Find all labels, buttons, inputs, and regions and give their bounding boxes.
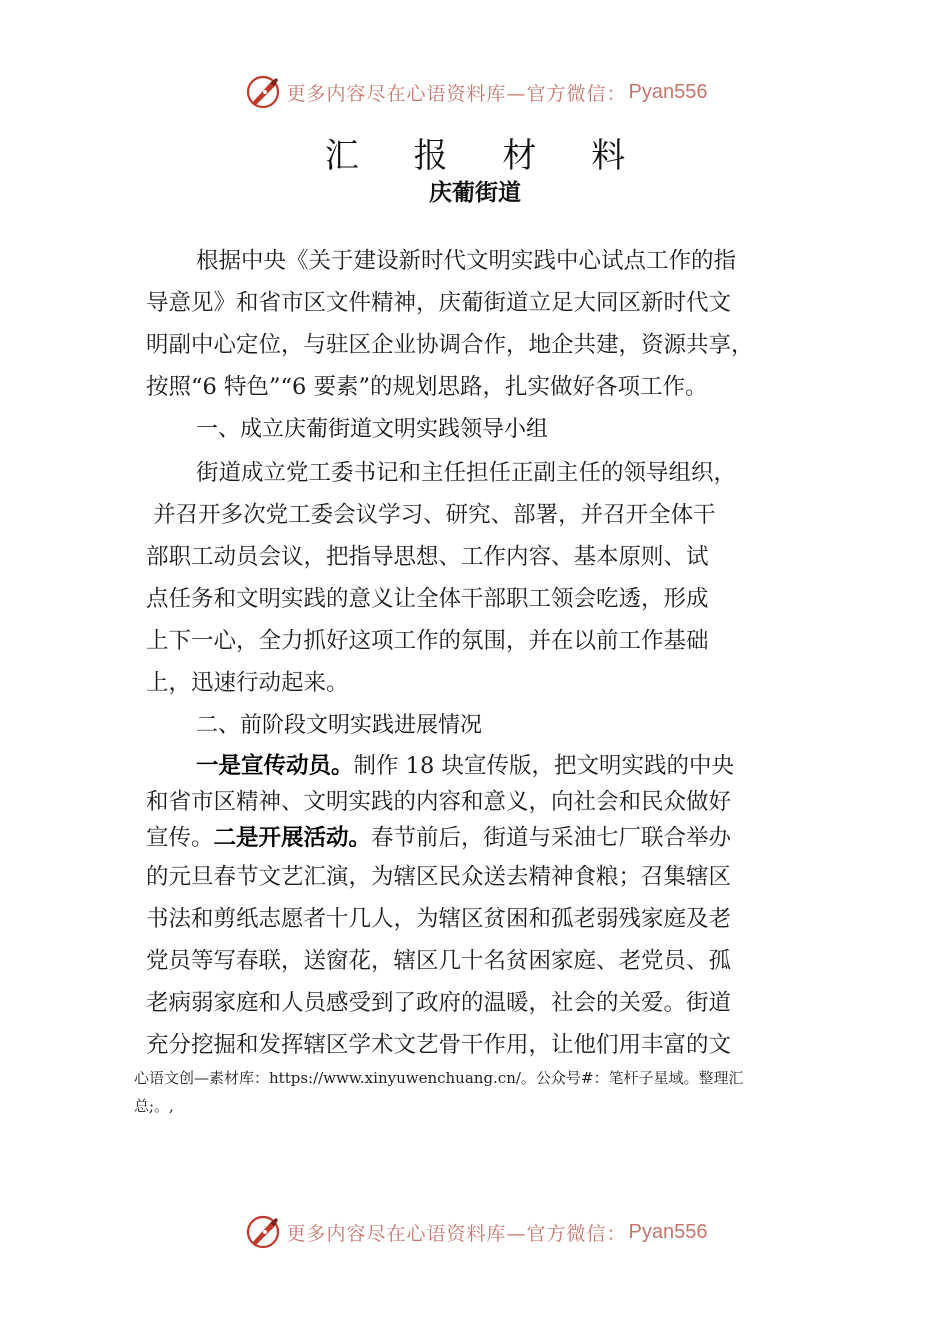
paragraph-line: 明副中心定位，与驻区企业协调合作，地企共建，资源共享， [146, 332, 754, 358]
bold-lead: 二是开展活动。 [213, 825, 372, 851]
section-heading: 一、成立庆葡街道文明实践领导小组 [196, 417, 549, 442]
paragraph-line: 充分挖掘和发挥辖区学术文艺骨干作用，让他们用丰富的文 [146, 1032, 732, 1058]
pen-nib-logo-icon [243, 72, 283, 112]
section-heading: 二、前阶段文明实践进展情况 [196, 713, 483, 738]
paragraph-line: 根据中央《关于建设新时代文明实践中心试点工作的指 [196, 248, 737, 274]
paragraph-line: 和省市区精神、文明实践的内容和意义，向社会和民众做好 [146, 789, 732, 815]
paragraph-line: 上，迅速行动起来。 [146, 670, 349, 696]
footer-note-line: 心语文创—素材库：https://www.xinyuwenchuang.cn/。公众号#：笔杆子星域。整理汇 [134, 1069, 744, 1087]
paragraph-line: 部职工动员会议，把指导思想、工作内容、基本原则、试 [146, 544, 709, 570]
document-body [146, 240, 814, 1066]
line-text: 春节前后，街道与采油七厂联合举办 [371, 825, 732, 851]
paragraph-line: 的元旦春节文艺汇演，为辖区民众送去精神食粮；召集辖区 [146, 864, 732, 890]
footer-note-line: 总;。, [134, 1097, 174, 1115]
banner-wechat-id: Pyan556 [628, 1220, 708, 1243]
paragraph-line: 点任务和文明实践的意义让全体干部职工领会吃透，形成 [146, 586, 709, 612]
paragraph-line: 按照“6 特色”“6 要素”的规划思路，扎实做好各项工作。 [146, 374, 708, 400]
paragraph-line: 上下一心，全力抓好这项工作的氛围，并在以前工作基础 [146, 628, 709, 654]
footer-note [134, 1064, 834, 1120]
banner-text: 更多内容尽在心语资料库—官方微信： [286, 1222, 627, 1245]
paragraph-line [146, 748, 814, 784]
footer-banner [0, 1210, 950, 1254]
line-text: 宣传。 [146, 825, 214, 851]
paragraph-line: 老病弱家庭和人员感受到了政府的温暖，社会的关爱。街道 [146, 990, 732, 1016]
pen-nib-logo-icon [243, 1212, 283, 1252]
header-banner [0, 70, 950, 114]
paragraph-line: 书法和剪纸志愿者十几人，为辖区贫困和孤老弱残家庭及老 [146, 906, 732, 932]
document-subtitle: 庆葡街道 [429, 180, 521, 206]
document-title: 汇 报 材 料 [324, 136, 648, 176]
banner-text: 更多内容尽在心语资料库—官方微信： [286, 82, 627, 105]
paragraph-line: 导意见》和省市区文件精神，庆葡街道立足大同区新时代文 [146, 290, 732, 316]
line-text: 制作 18 块宣传版，把文明实践的中央 [353, 753, 734, 779]
paragraph-line [146, 820, 814, 856]
bold-lead: 一是宣传动员。 [196, 753, 354, 779]
paragraph-line: 党员等写春联，送窗花，辖区几十名贫困家庭、老党员、孤 [146, 948, 732, 974]
banner-wechat-id: Pyan556 [628, 80, 708, 103]
paragraph-line: 并召开多次党工委会议学习、研究、部署，并召开全体干 [146, 502, 716, 528]
paragraph-line: 街道成立党工委书记和主任担任正副主任的领导组织， [196, 460, 737, 486]
